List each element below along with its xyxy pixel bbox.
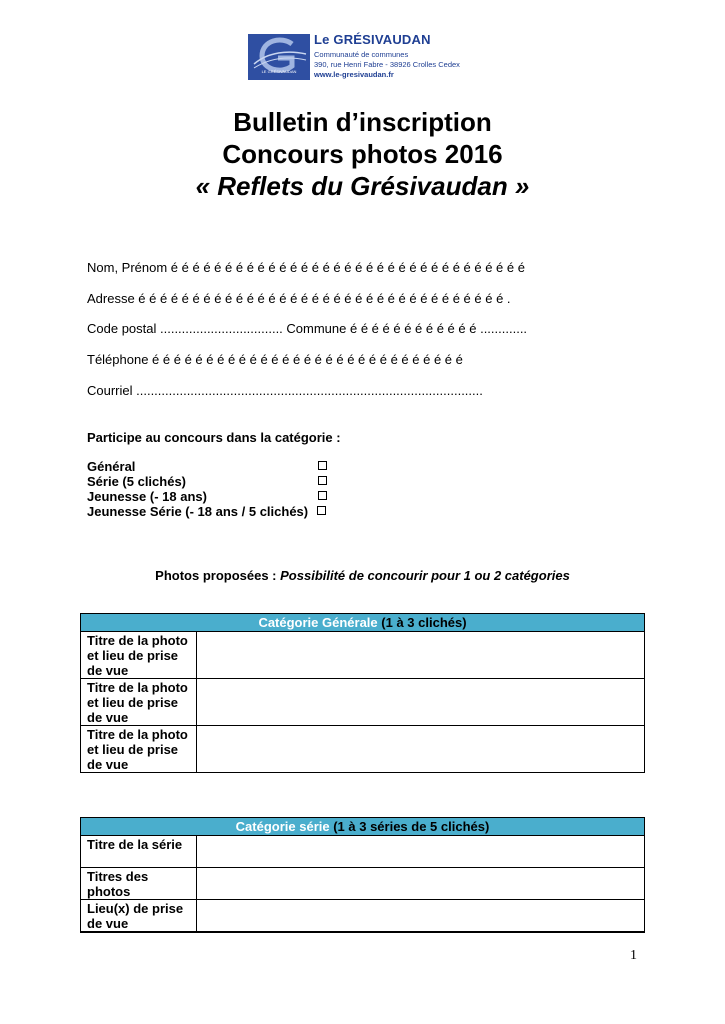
row-label: Titre de la photo et lieu de prise de vue	[81, 726, 197, 773]
category-heading: Participe au concours dans la catégorie :	[87, 430, 341, 445]
title-line-2: Concours photos 2016	[222, 139, 503, 169]
category-list	[87, 459, 308, 519]
row-label: Titre de la photo et lieu de prise de vue	[81, 632, 197, 679]
table-row	[81, 836, 645, 868]
row-label: Titre de la photo et lieu de prise de vue	[81, 679, 197, 726]
entry-cell[interactable]	[197, 836, 645, 868]
field-courriel[interactable]: Courriel ................................................................................................	[87, 383, 483, 398]
category-label: Général	[87, 459, 136, 474]
category-item-jeunesse	[87, 489, 308, 504]
entry-cell[interactable]	[197, 900, 645, 933]
table-row	[81, 632, 645, 679]
logo-caption: LE GRÉSIVAUDAN	[261, 69, 297, 74]
row-label: Titre de la série	[81, 836, 197, 868]
checkbox-jeunesse-serie[interactable]	[317, 506, 326, 515]
category-item-general	[87, 459, 308, 474]
table-header-cell	[81, 614, 645, 632]
photos-proposees-line	[0, 568, 725, 583]
field-telephone[interactable]: Téléphone é é é é é é é é é é é é é é é é é é é é é é é é é é é é é	[87, 352, 463, 367]
category-label: Jeunesse (- 18 ans)	[87, 489, 207, 504]
entry-cell[interactable]	[197, 632, 645, 679]
table-header-note: (1 à 3 clichés)	[381, 615, 467, 630]
table-row	[81, 726, 645, 773]
table-row	[81, 900, 645, 933]
entry-cell[interactable]	[197, 726, 645, 773]
category-item-serie	[87, 474, 308, 489]
title-line-3: « Reflets du Grésivaudan »	[195, 171, 530, 201]
category-label: Série (5 clichés)	[87, 474, 186, 489]
org-line-1: Communauté de communes	[314, 50, 409, 59]
org-address: 390, rue Henri Fabre - 38926 Crolles Cedex	[314, 60, 460, 69]
category-label: Jeunesse Série (- 18 ans / 5 clichés)	[87, 504, 309, 519]
photos-proposees-label: Photos proposées :	[155, 568, 277, 583]
table-row	[81, 868, 645, 900]
row-label: Lieu(x) de prise de vue	[81, 900, 197, 933]
table-header	[81, 614, 645, 632]
org-name: Le GRÉSIVAUDAN	[314, 32, 431, 47]
table-categorie-generale	[80, 613, 645, 773]
category-item-jeunesse-serie	[87, 504, 308, 519]
checkbox-general[interactable]	[318, 461, 327, 470]
table-categorie-serie	[80, 817, 645, 933]
title-line-1: Bulletin d’inscription	[233, 107, 492, 137]
checkbox-jeunesse[interactable]	[318, 491, 327, 500]
org-website-link[interactable]: www.le-gresivaudan.fr	[314, 70, 394, 79]
row-label: Titres des photos	[81, 868, 197, 900]
entry-cell[interactable]	[197, 679, 645, 726]
table-header-note: (1 à 3 séries de 5 clichés)	[333, 819, 490, 834]
checkbox-serie[interactable]	[318, 476, 327, 485]
table-header-cell	[81, 818, 645, 836]
photos-proposees-note: Possibilité de concourir pour 1 ou 2 catégories	[280, 568, 570, 583]
table-header-title: Catégorie Générale	[258, 615, 378, 630]
entry-cell[interactable]	[197, 868, 645, 900]
field-adresse[interactable]: Adresse é é é é é é é é é é é é é é é é é é é é é é é é é é é é é é é é é é .	[87, 291, 511, 306]
field-nom-prenom[interactable]: Nom, Prénom é é é é é é é é é é é é é é é é é é é é é é é é é é é é é é é é é	[87, 260, 525, 275]
table-row	[81, 679, 645, 726]
table-header	[81, 818, 645, 836]
page-number: 1	[630, 948, 637, 963]
field-code-postal-commune[interactable]: Code postal .................................. Commune é é é é é é é é é é é é .............	[87, 321, 528, 336]
table-header-title: Catégorie série	[235, 819, 330, 834]
